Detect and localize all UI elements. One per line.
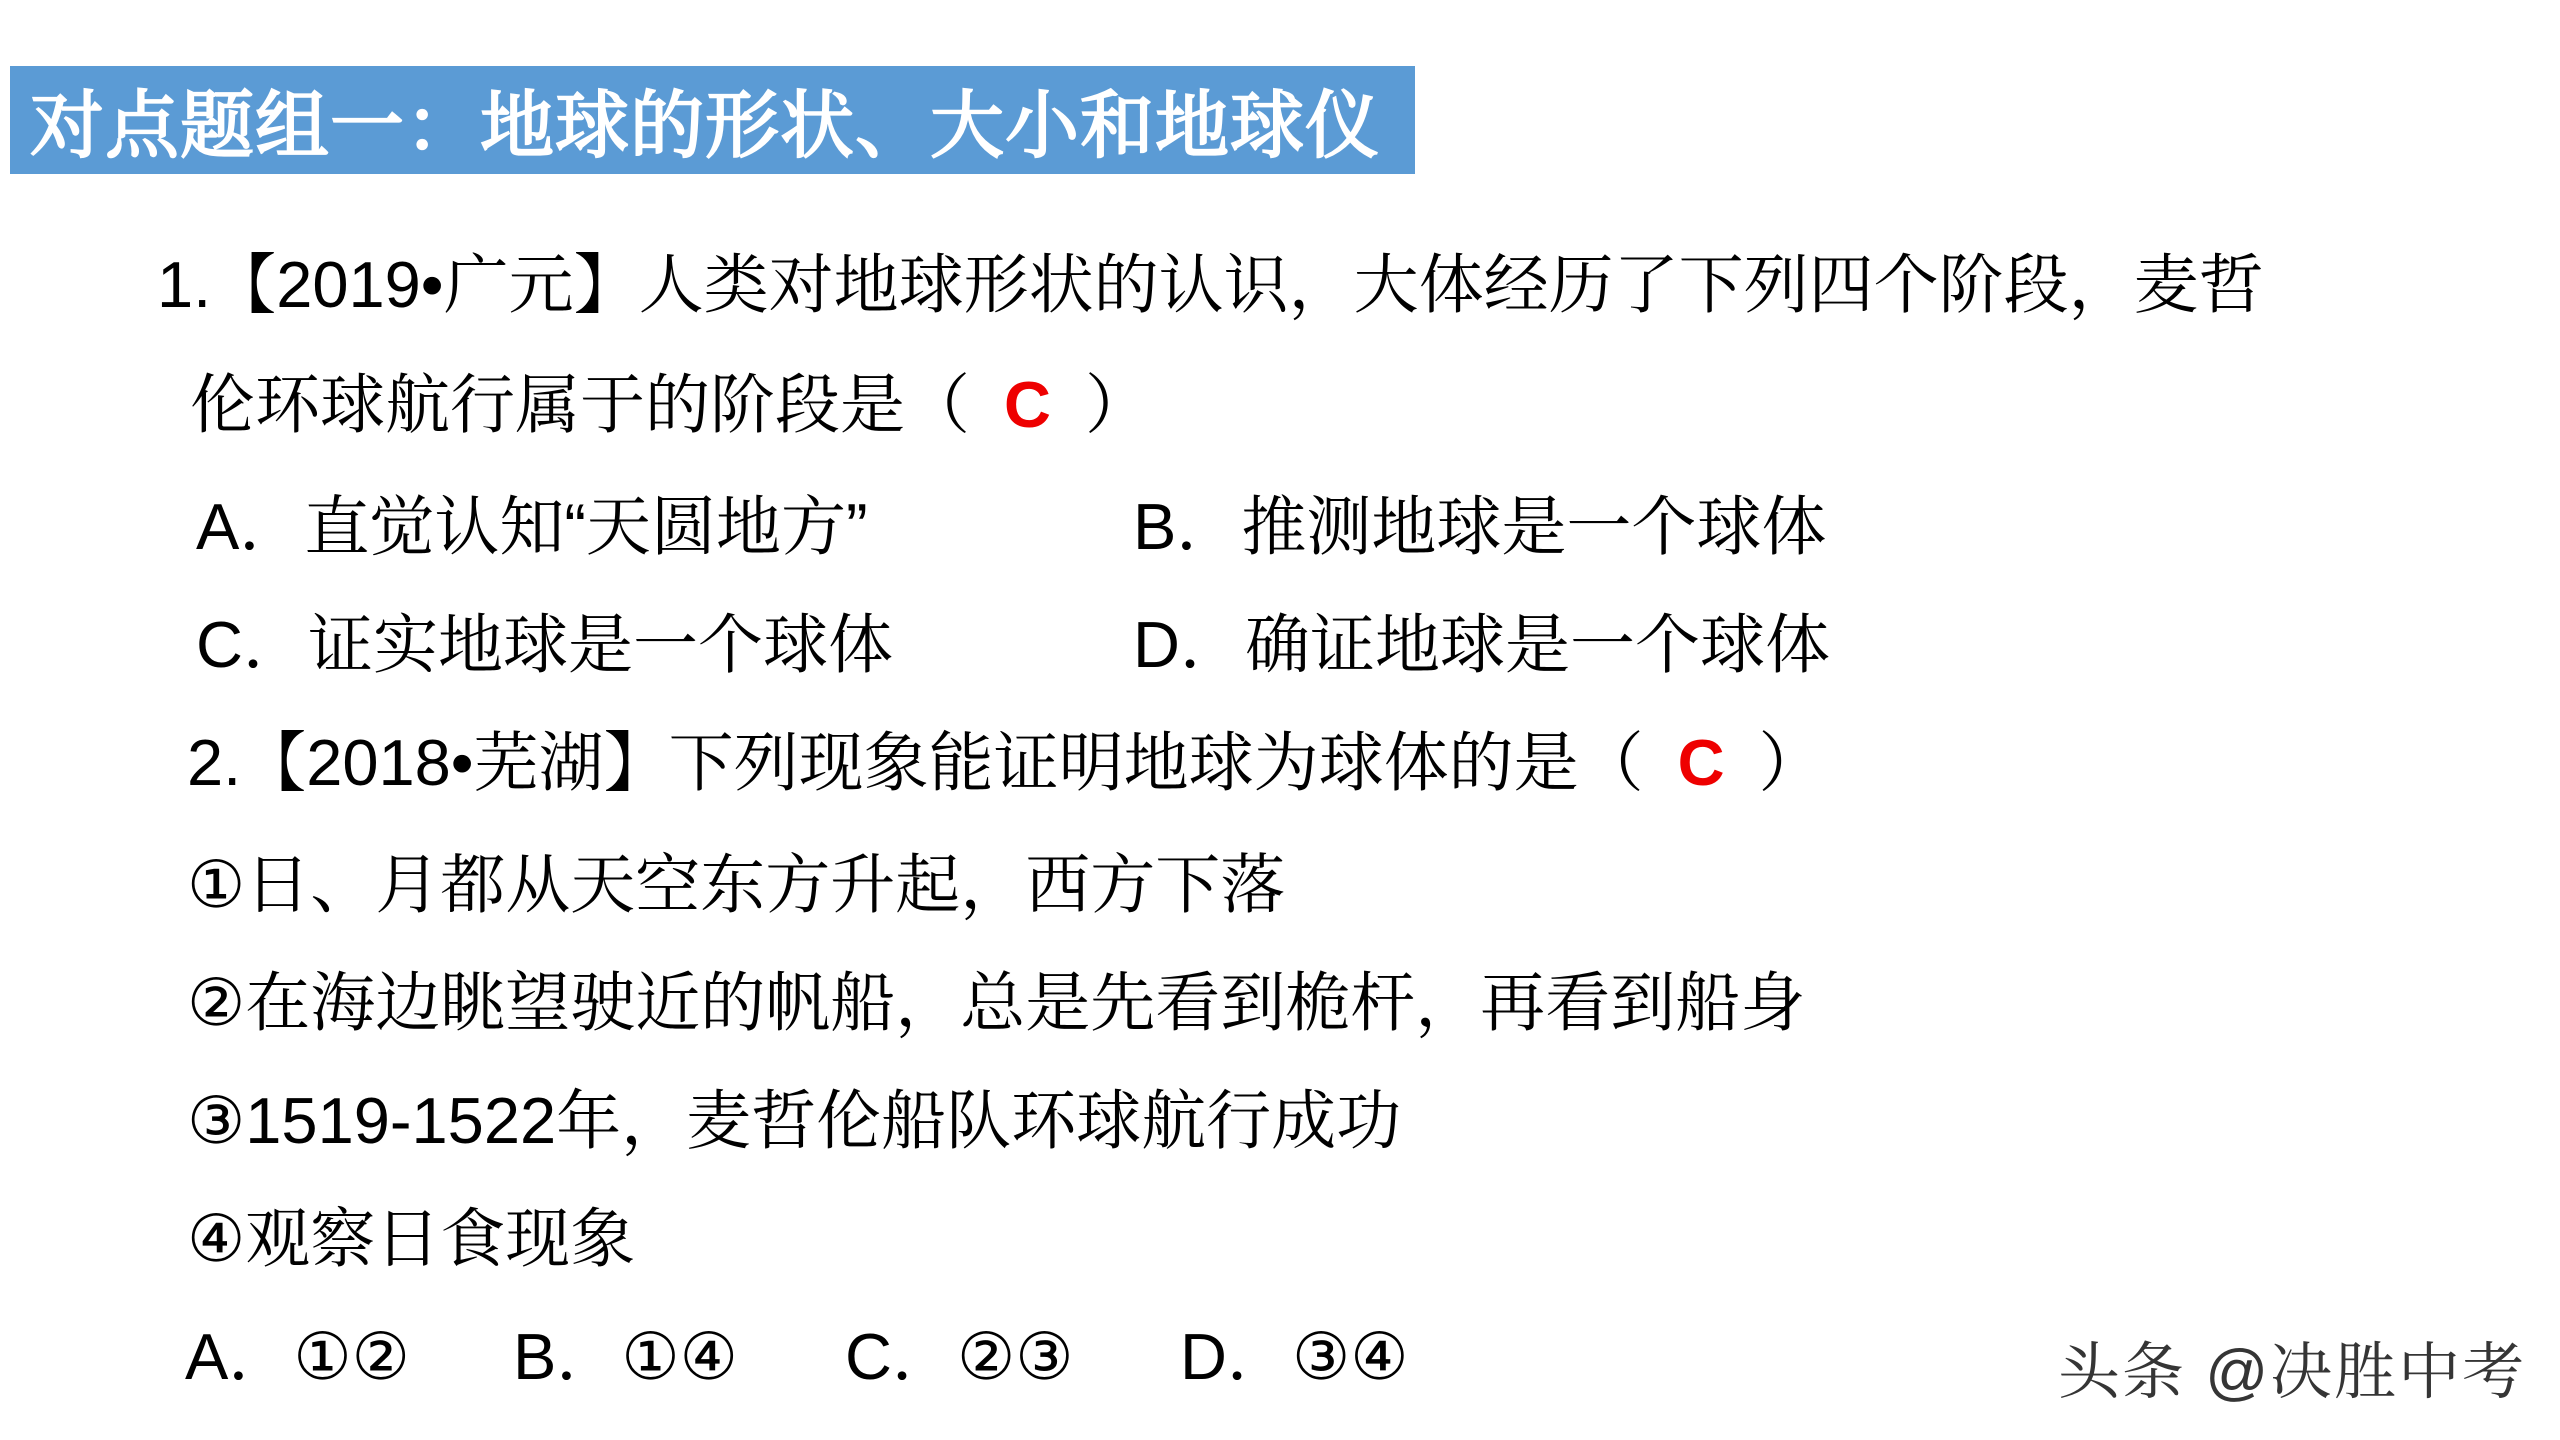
q1-stem-line2 (190, 368, 1150, 443)
q1-option-b: B．推测地球是一个球体 (1133, 490, 1827, 563)
q2-statement-3: ③1519-1522年，麦哲伦船队环球航行成功 (187, 1084, 1402, 1157)
q1-stem-line1: 1.【2019•广元】人类对地球形状的认识，大体经历了下列四个阶段，麦哲 (157, 248, 2264, 321)
q2-stem (187, 726, 1824, 801)
q1-option-d: D．确证地球是一个球体 (1133, 608, 1830, 681)
q1-option-a: A．直觉认知“天圆地方” (196, 490, 868, 563)
section-title-banner (10, 66, 1415, 174)
q2-choice-d: D．③④ (1180, 1320, 1409, 1393)
q1-option-c: C．证实地球是一个球体 (196, 608, 893, 681)
q1-answer-letter: C (1004, 368, 1051, 441)
watermark: 头条 @决胜中考 (2058, 1338, 2527, 1407)
q2-choice-a: A．①② (185, 1320, 410, 1393)
section-title: 对点题组一：地球的形状、大小和地球仪 (30, 84, 1380, 167)
q2-stem-close-paren: ） (1758, 726, 1824, 799)
q2-stem-text: 2.【2018•芜湖】下列现象能证明地球为球体的是（ (187, 726, 1644, 799)
q2-choice-b: B．①④ (513, 1320, 738, 1393)
q2-statement-4: ④观察日食现象 (187, 1202, 636, 1275)
q2-statement-1: ①日、月都从天空东方升起，西方下落 (187, 848, 1286, 921)
q1-stem-line2-close-paren: ） (1084, 368, 1150, 441)
q2-choice-c: C．②③ (845, 1320, 1074, 1393)
q2-statement-2: ②在海边眺望驶近的帆船，总是先看到桅杆，再看到船身 (187, 966, 1806, 1039)
q2-answer-letter: C (1677, 726, 1725, 799)
q1-stem-line2-text: 伦环球航行属于的阶段是（ (190, 368, 971, 441)
